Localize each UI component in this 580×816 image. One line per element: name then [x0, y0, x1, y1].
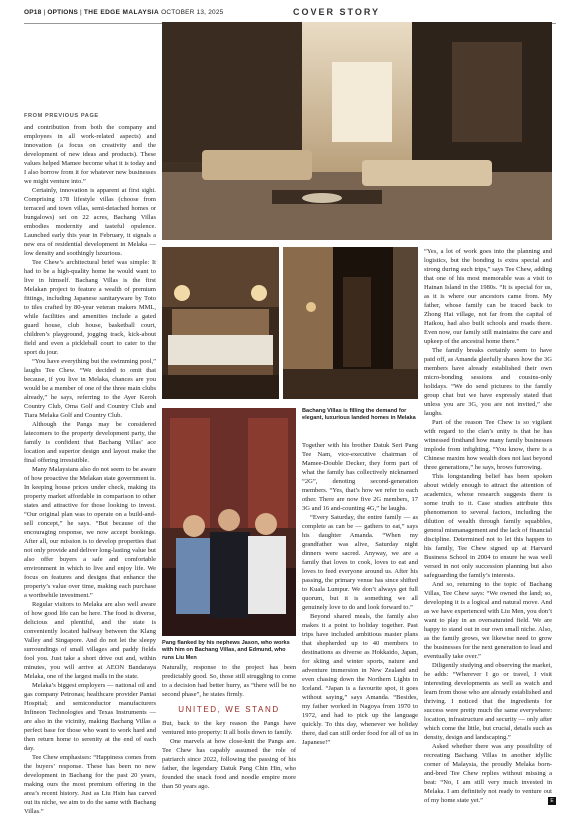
paragraph: Tee Chew’s architectural brief was simple: It had to be a high-quality home he would want to live in himself. Bachang Villas is the first Melakan project to feature a wealth of premium fittings, including Japanese sanitaryware by Toto to tiles crafted by 80-year veteran makers MML, while facilities and amenities include a gated guard house, club house, basketball court, children’s playground, jogging track, kick-about field and even a pickleball court to cater to the sport du jour. — [24, 259, 156, 356]
paragraph: “Yes, a lot of work goes into the planning and logistics, but the bonding is extra special and strong during such trips,” says Tee Chew, adding that one of his most memorable was a visit to Hainan Island in the 1980s. “It is special for us, as it is where our ancestors came from. My father, whose family can be traced back to Zhong Hai village, not far from the capital of Haikou, had also built schools and roads there. Even now, our family still maintains the care and upkeep of the ancestral home there.” — [424, 248, 552, 345]
paragraph: Certainly, innovation is apparent at first sight. Comprising 178 lifestyle villas (choose from terraced and town villas, semi-detached homes or bungalows) set on 22 acres, Bachang Villas embodies modernity and tasteful opulence. Launched early this year in February, it signals a new era of residential development in Melaka — low density and soothingly luxurious. — [24, 187, 156, 257]
paragraph: But, back to the key reason the Pangs have ventured into property: It all boils down to family. — [162, 720, 296, 736]
paragraph: “Every Saturday, the entire family — as complete as can be — gathers to eat,” says his daughter Amanda. “When my grandfather was alive, Saturday night dinners were sacred. Anyway, we are a family that loves to cook, loves to eat and loves to feed everyone around us. After his passing, the primary venue has since shifted to Kuala Lumpur. We don’t always get full quorum, but it is something we all genuinely love to do and look forward to.” — [302, 514, 418, 611]
end-mark: E — [548, 797, 556, 805]
publication-name: THE EDGE MALAYSIA — [83, 9, 160, 16]
paragraph: Regular visitors to Melaka are also well aware of how good life can be here. The food is diverse, delicious and plentiful, and the state is conveniently located halfway between the Klang Valley and Singapore. And do not let the sleepy surroundings of small villages and paddy fields fool you. Just take a short drive out and, within minutes, you will arrive at AEON Bandaraya Melaka, one of the largest malls in the state. — [24, 601, 156, 680]
family-photo — [162, 408, 296, 636]
living-room-illustration — [162, 22, 552, 240]
issue-date: OCTOBER 13, 2025 — [161, 9, 224, 16]
paragraph: “You have everything but the swimming pool,” laughs Tee Chew. “We decided to omit that because, if you live in Melaka, chances are you would be a member of one of the three main clubs already,” he says, referring to the Ayer Keroh Country Club, Orna Golf and Country Club and Tiara Melaka Golf and Country Club. — [24, 358, 156, 419]
corridor-illustration — [283, 247, 418, 399]
article-column-2 — [162, 663, 296, 791]
page-number: OP18 — [24, 9, 42, 16]
paragraph: Beyond shared meals, the family also makes it a point to holiday together. Past trips have included ambitious master plans that shepherded up to 40 members to destinations as diverse as Hokkaido, Japan, for skiing and winter sports, nature and adventure immersion in New Zealand and even chasing down the Northern Lights in Iceland. “Japan is a favourite spot, it goes without saying,” says Amanda. “Besides, my father worked in Nagoya from 1970 to 1972, and had to pick up the language quickly. To this day, whenever we holiday there, dad can still order food for all of us in Japanese!” — [302, 613, 418, 746]
article-column-4 — [424, 247, 552, 805]
article-column-3 — [302, 441, 418, 747]
paragraph: Tee Chew emphasises: “Happiness comes from the buyers’ response. These has been no new development in Bachang for the past 20 years, making ours the most premium offering in the area’s recent history. Just as Liu Hsin has carved out its niche, we aim to do the same with Bachang Villas.” — [24, 754, 156, 815]
paragraph: Although the Pangs may be considered latecomers to the property development party, the family is confident that Bachang Villas’ ace location and superior design and layout make the final offering irresistible. — [24, 421, 156, 464]
paragraph: Diligently studying and observing the market, he adds: “Wherever I go or travel, I visit interesting developments as well as watch and learn from those who are already established and thriving. I noticed that the ingredients for success were pretty much the same everywhere: location, infrastructure and security — only after which come the little, but crucial, details such as density, design and landscaping.” — [424, 662, 552, 741]
paragraph: and contribution from both the company and employees in all work-related aspects) and innovation (a focus on creativity and the development of new ideas and products). These values helped Mamee become what it is today and I also borrow from it for whatever new businesses we might venture into.” — [24, 124, 156, 185]
living-room-photo — [162, 22, 552, 240]
section-title: COVER STORY — [292, 7, 380, 17]
paragraph: Melaka’s biggest employers — national oil and gas company Petronas; healthcare provider Pantai Hospital; and semiconductor manufacturers Infineon Technologies and Texas Instruments — are also in the vicinity, making Bachang Villas a perfect base for those who want to work hard and then return home to serenity at the end of each day. — [24, 682, 156, 752]
paragraph: And so, returning to the topic of Bachang Villas, Tee Chew says: “We owned the land; so, developing it is a logical and natural move. And as we have experienced with Liu Men, you don’t want to play in an oversaturated field. We are happy to stand out in our own small niche. Also, as the family grows, we likewise need to grow the businesses for the next generation to lead and eventually take over.” — [424, 581, 552, 660]
family-caption: Pang flanked by his nephews Jason, who works with him on Bachang Villas, and Edmund, who runs Liu Men — [162, 640, 290, 661]
paragraph: Naturally, response to the project has been predictably good. So, those still struggling to come to a decision had better hurry, as “there will be no second phase”, he states firmly. — [162, 664, 296, 698]
family-illustration — [162, 408, 296, 636]
header-meta: OP18 | OPTIONS | THE EDGE MALAYSIA OCTOBER 13, 2025 — [24, 9, 224, 16]
bedroom-illustration — [162, 247, 279, 399]
paragraph: Together with his brother Datuk Seri Pang Tee Nam, vice-executive chairman of Mamee-Double Decker, they form part of what the family has collectively nicknamed “2G”, denoting second-generation members. “Yes, that’s how we refer to each other. There are now five 2G members, 17 3G and 16 and-counting 4G,” he laughs. — [302, 442, 418, 512]
villas-caption: Bachang Villas is filling the demand for elegant, luxurious landed homes in Melaka — [302, 408, 416, 422]
section-subhead: UNITED, WE STAND — [178, 705, 280, 714]
paragraph: This longstanding belief has been spoken about widely enough to attract the attention of academics, whose research suggests there is some truth to it. Case studies attribute this phenomenon to several factors, including the dilution of wealth through family squabbles, general mismanagement and the lack of financial discipline. Determined not to let this happen to his family, Tee Chew signed up at Harvard Business School in 2004 to ensure he was well versed in not only succession planning but also safeguarding the family’s interests. — [424, 473, 552, 579]
paragraph: One marvels at how close-knit the Pangs are. Tee Chew has capably assumed the role of patriarch since 2022, following the passing of his father, the legendary Datuk Pang Chin Hin, who founded the snack food and noodle empire more than 50 years ago. — [162, 738, 296, 790]
paragraph: Part of the reason Tee Chew is so vigilant with regard to the clan’s unity is that he has witnessed firsthand how many family businesses implode from infighting. “You know, there is a Chinese maxim how wealth does not last beyond three generations,” he says, brows furrowing. — [424, 419, 552, 471]
paragraph: The family breaks certainly seem to have paid off, as Amanda gleefully shares how the 3G members have already established their own micro-bonding sessions and cousins-only holidays. “We do send pictures to the family group chat but we have expressly stated that unless you are 3G, you are not invited,” she laughs. — [424, 347, 552, 417]
from-previous-label: FROM PREVIOUS PAGE — [24, 113, 99, 119]
section-name: OPTIONS — [47, 9, 78, 16]
paragraph: Asked whether there was any possibility of recreating Bachang Villas in another idyllic corner of Malaysia, the proudly Melaka born-and-bred Tee Chew replies without missing a beat: “No, I am still very much invested in Melaka. I am definitely not ready to venture out of my home state yet.” — [424, 743, 552, 804]
corridor-photo — [283, 247, 418, 399]
bedroom-photo — [162, 247, 279, 399]
paragraph: Many Malaysians also do not seem to be aware of how proactive the Melakan state government is. In keeping house prices under check, making its property market affordable in comparison to other states and attractive for those looking to invest. “Our original plan was to operate on a build-and-sell concept,” he says. “But because of the encouraging response, we now accept bookings. After all, our mission is to develop properties that not only provide and deliver long-lasting value but also offer buyers a safe and comfortable environment in which to live and enjoy life. We focus on features and designs that enhance the property’s value over time, making each purchase a worthwhile investment.” — [24, 466, 156, 599]
article-column-1 — [24, 112, 156, 816]
